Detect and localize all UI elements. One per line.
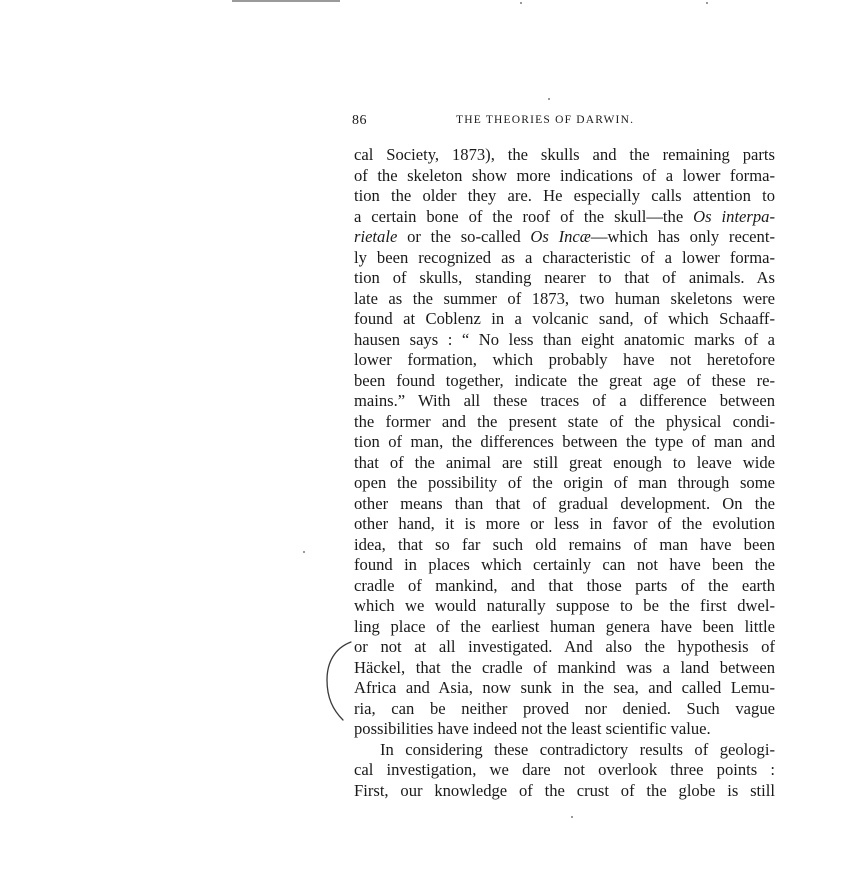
- text-line: [354, 309, 775, 330]
- text-segment: the former and the present state of the physical condi-: [354, 411, 775, 431]
- running-head: [352, 113, 768, 131]
- text-line: [354, 781, 775, 802]
- text-line: [354, 207, 775, 228]
- text-segment: hausen says : “ No less than eight anatomic marks of a: [354, 329, 775, 349]
- text-line: [354, 350, 775, 371]
- text-line: [354, 555, 775, 576]
- text-line: [354, 391, 775, 412]
- text-line: [354, 658, 775, 679]
- margin-bracket-mark: [313, 640, 353, 722]
- top-edge-rule: [232, 0, 340, 2]
- italic-text: Os interpa-: [693, 206, 775, 226]
- text-line: [354, 432, 775, 453]
- print-speck: [548, 98, 550, 100]
- text-line: [354, 637, 775, 658]
- italic-text: Os Incæ: [530, 227, 591, 246]
- text-segment: cradle of mankind, and that those parts of the earth: [354, 575, 775, 595]
- italic-text: rietale: [354, 227, 398, 246]
- text-segment: In considering these contradictory results of geologi-: [380, 739, 775, 759]
- text-segment: open the possibility of the origin of man through some: [354, 473, 775, 492]
- text-segment: idea, that so far such old remains of man have been: [354, 534, 775, 554]
- text-segment: tion of man, the differences between the type of man and: [354, 432, 775, 451]
- text-segment: found in places which certainly can not have been the: [354, 555, 775, 574]
- text-line: [354, 514, 775, 535]
- text-segment: Häckel, that the cradle of mankind was a land between: [354, 657, 775, 677]
- text-segment: lower formation, which probably have not heretofore: [354, 350, 775, 369]
- running-title: THE THEORIES OF DARWIN.: [456, 114, 635, 126]
- text-segment: other means than that of gradual development. On the: [354, 493, 775, 513]
- text-line: [354, 596, 775, 617]
- text-segment: mains.” With all these traces of a difference between: [354, 391, 775, 410]
- text-line: [354, 678, 775, 699]
- body-text: [354, 145, 775, 801]
- text-segment: Africa and Asia, now sunk in the sea, and called Lemu-: [354, 678, 775, 697]
- text-segment: —which has only recent-: [590, 227, 775, 246]
- text-line: [354, 268, 775, 289]
- text-line: [354, 453, 775, 474]
- text-line: [354, 494, 775, 515]
- text-line: [354, 699, 775, 720]
- text-segment: ly been recognized as a characteristic of a lower forma-: [354, 247, 775, 267]
- text-segment: ling place of the earliest human genera have been little: [354, 616, 775, 636]
- print-speck: [571, 816, 573, 818]
- text-segment: First, our knowledge of the crust of the globe is still: [354, 780, 775, 800]
- text-segment: cal Society, 1873), the skulls and the remaining parts: [354, 145, 775, 164]
- text-line: [354, 166, 775, 187]
- text-line: [354, 719, 775, 740]
- text-segment: a certain bone of the roof of the skull—the: [354, 206, 694, 226]
- text-line: [354, 740, 775, 761]
- text-line: [354, 145, 775, 166]
- text-line: [354, 371, 775, 392]
- text-segment: tion of skulls, standing nearer to that of animals. As: [354, 268, 775, 287]
- text-line: [354, 760, 775, 781]
- text-segment: possibilities have indeed not the least scientific value.: [354, 719, 711, 738]
- text-line: [354, 248, 775, 269]
- text-line: [354, 617, 775, 638]
- text-segment: tion the older they are. He especially calls attention to: [354, 186, 775, 205]
- print-speck: [303, 551, 305, 553]
- text-segment: or not at all investigated. And also the hypothesis of: [354, 637, 775, 656]
- text-segment: other hand, it is more or less in favor of the evolution: [354, 514, 775, 533]
- page-number: 86: [352, 113, 367, 128]
- text-segment: which we would naturally suppose to be the first dwel-: [354, 596, 775, 615]
- text-line: [354, 186, 775, 207]
- text-line: [354, 535, 775, 556]
- text-segment: been found together, indicate the great age of these re-: [354, 370, 775, 390]
- text-line: [354, 473, 775, 494]
- text-segment: or the so-called: [397, 227, 531, 246]
- text-segment: late as the summer of 1873, two human skeletons were: [354, 288, 775, 308]
- text-line: [354, 330, 775, 351]
- text-line: [354, 289, 775, 310]
- text-segment: found at Coblenz in a volcanic sand, of which Schaaff-: [354, 309, 775, 328]
- text-segment: ria, can be neither proved nor denied. Such vague: [354, 698, 775, 718]
- text-line: [354, 412, 775, 433]
- text-segment: of the skeleton show more indications of a lower forma-: [354, 165, 775, 185]
- text-line: [354, 227, 775, 248]
- text-segment: that of the animal are still great enough to leave wide: [354, 452, 775, 472]
- text-segment: cal investigation, we dare not overlook three points :: [354, 760, 775, 779]
- print-speck: [706, 2, 708, 4]
- text-line: [354, 576, 775, 597]
- print-speck: [520, 2, 522, 4]
